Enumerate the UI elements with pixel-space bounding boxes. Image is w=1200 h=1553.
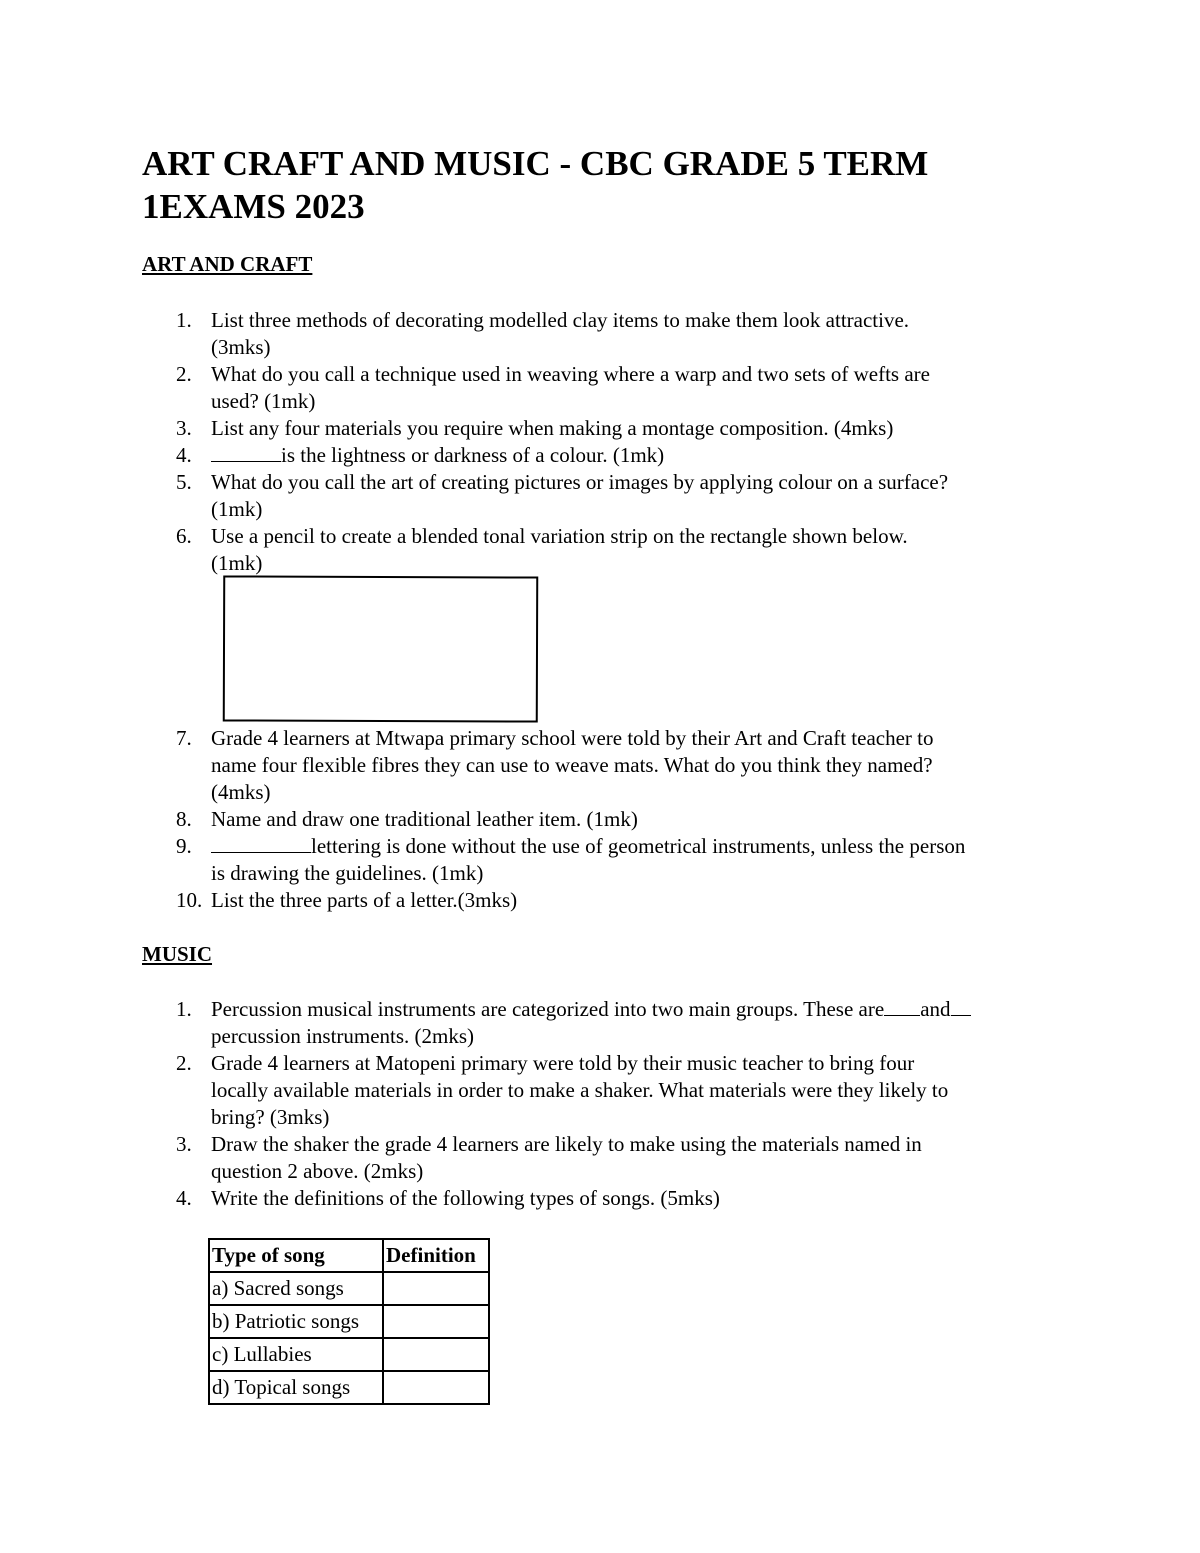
question-text: Use a pencil to create a blended tonal variation strip on the rectangle shown below. [211,524,908,548]
question-number: 1. [176,997,192,1021]
answer-blank [211,834,311,853]
table-cell-definition [383,1338,489,1371]
answer-blank [884,997,920,1016]
table-cell-definition [383,1272,489,1305]
question-text: Percussion musical instruments are categorized into two main groups. These are [211,997,885,1021]
question-text: Write the definitions of the following types of songs. (5mks) [211,1186,720,1210]
table-header-row [209,1239,489,1272]
question-text: locally available materials in order to make a shaker. What materials were they likely to [211,1078,949,1102]
question-text: (4mks) [211,780,271,804]
table-cell: c) Lullabies [209,1338,383,1371]
question-number: 4. [176,1186,192,1210]
question-text: name four flexible fibres they can use to weave mats. What do you think they named? [211,753,933,777]
question-text: question 2 above. (2mks) [211,1159,424,1183]
title-line-2: 1EXAMS 2023 [142,187,365,226]
table-cell-definition [383,1371,489,1404]
question-text: Grade 4 learners at Mtwapa primary school were told by their Art and Craft teacher to [211,726,934,750]
question-text: percussion instruments. (2mks) [211,1024,475,1048]
question-number: 2. [176,1051,192,1075]
table-row [209,1338,489,1371]
question-text: (3mks) [211,335,271,359]
question-number: 3. [176,416,192,440]
question-text-with-blanks [211,996,1071,1023]
question-number: 1. [176,308,192,332]
question-number: 6. [176,524,192,548]
question-text: is drawing the guidelines. (1mk) [211,861,484,885]
question-text: (1mk) [211,551,263,575]
question-text-with-blank [211,442,1071,469]
question-number: 7. [176,726,192,750]
table-header: Definition [383,1239,489,1272]
question-number: 5. [176,470,192,494]
table-cell: b) Patriotic songs [209,1305,383,1338]
question-text: (1mk) [211,497,263,521]
question-text-with-blank [211,833,1071,860]
art-and-craft-heading: ART AND CRAFT [142,252,313,276]
tonal-strip-rectangle [223,575,539,722]
table-row [209,1272,489,1305]
question-text: What do you call the art of creating pictures or images by applying colour on a surface? [211,470,949,494]
question-text: and [920,997,951,1021]
question-number: 9. [176,834,192,858]
question-text: List any four materials you require when making a montage composition. (4mks) [211,416,894,440]
answer-blank [951,997,971,1016]
table-row [209,1305,489,1338]
question-text: bring? (3mks) [211,1105,330,1129]
title-line-1: ART CRAFT AND MUSIC - CBC GRADE 5 TERM [142,144,929,183]
question-number: 2. [176,362,192,386]
table-header: Type of song [209,1239,383,1272]
question-text: List three methods of decorating modelled clay items to make them look attractive. [211,308,910,332]
table-cell: a) Sacred songs [209,1272,383,1305]
question-text: Grade 4 learners at Matopeni primary were told by their music teacher to bring four [211,1051,915,1075]
table-cell: d) Topical songs [209,1371,383,1404]
question-text: is the lightness or darkness of a colour. (1mk) [281,443,665,467]
music-heading: MUSIC [142,942,213,966]
table-row [209,1371,489,1404]
question-text: List the three parts of a letter.(3mks) [211,888,518,912]
song-types-table [208,1238,490,1405]
question-text: lettering is done without the use of geometrical instruments, unless the person [311,834,966,858]
question-number: 10. [176,888,203,912]
page-title [142,142,1042,228]
table-cell-definition [383,1305,489,1338]
question-text: What do you call a technique used in weaving where a warp and two sets of wefts are [211,362,930,386]
question-text: Name and draw one traditional leather item. (1mk) [211,807,638,831]
question-text: Draw the shaker the grade 4 learners are likely to make using the materials named in [211,1132,922,1156]
question-text: used? (1mk) [211,389,316,413]
question-number: 4. [176,443,192,467]
answer-blank [211,443,281,462]
question-number: 3. [176,1132,192,1156]
question-number: 8. [176,807,192,831]
